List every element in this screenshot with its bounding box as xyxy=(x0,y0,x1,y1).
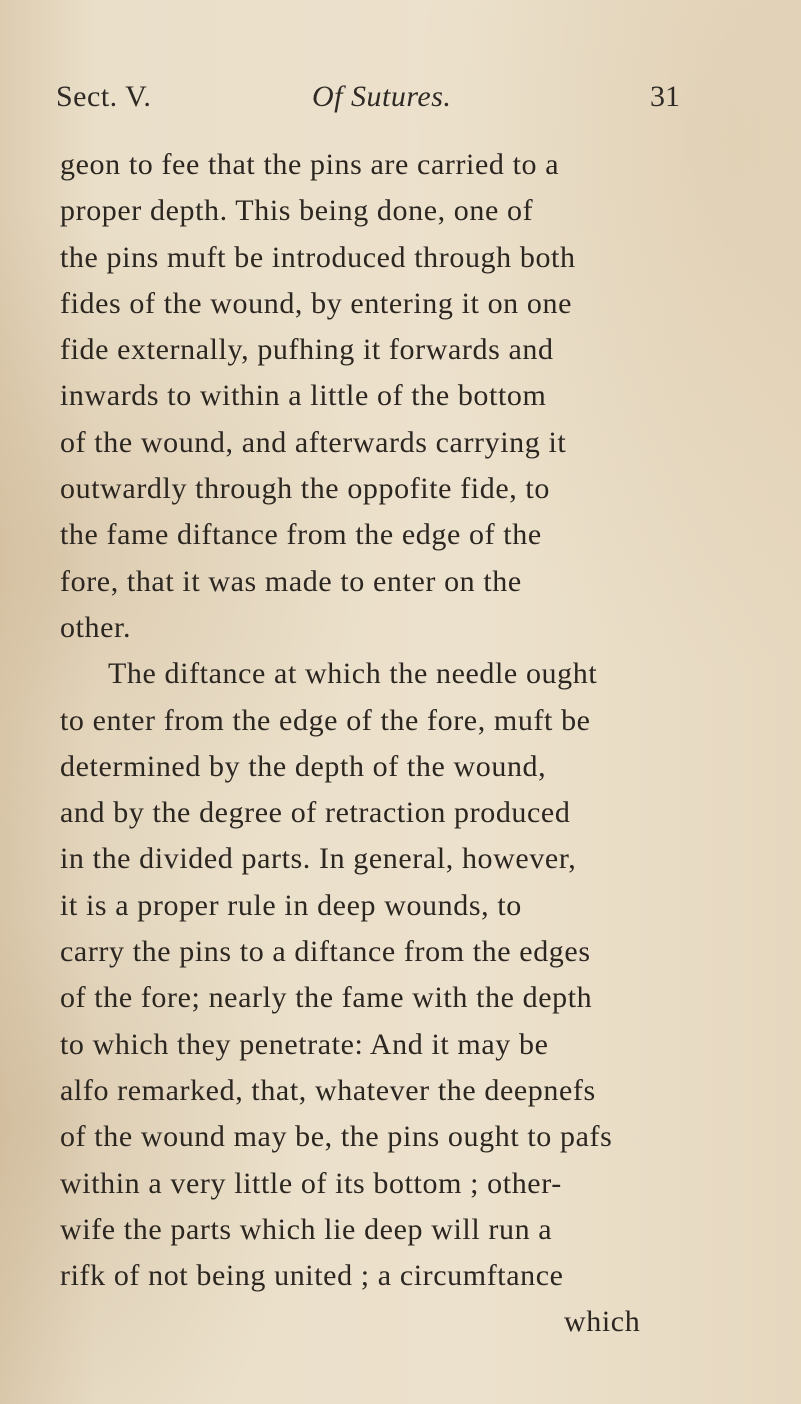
text-line: geon to fee that the pins are carried to a xyxy=(60,148,560,181)
text-line: alfo remarked, that, whatever the deepnefs xyxy=(60,1073,596,1107)
text-line: inwards to within a little of the bottom xyxy=(60,379,547,413)
text-line: wife the parts which lie deep will run a xyxy=(60,1212,553,1246)
paragraph-start-line: The diftance at which the needle ought xyxy=(108,657,598,691)
text-line: of the fore; nearly the fame with the depth xyxy=(60,981,593,1015)
text-line: determined by the depth of the wound, xyxy=(60,749,547,783)
text-line: fides of the wound, by entering it on one xyxy=(60,286,572,320)
catchword: which xyxy=(564,1305,641,1339)
text-line: the fame diftance from the edge of the xyxy=(60,518,542,552)
text-line: of the wound may be, the pins ought to pafs xyxy=(60,1120,613,1154)
running-title: Of Sutures. xyxy=(312,80,452,113)
text-line: fide externally, pufhing it forwards and xyxy=(60,333,554,367)
text-line: to enter from the edge of the fore, muft be xyxy=(60,703,591,737)
text-line: the pins muft be introduced through both xyxy=(60,240,576,274)
text-line: in the divided parts. In general, however, xyxy=(60,842,577,876)
text-line: outwardly through the oppofite fide, to xyxy=(60,472,550,506)
text-line: other. xyxy=(60,610,132,644)
text-line: of the wound, and afterwards carrying it xyxy=(60,425,567,459)
text-line: and by the degree of retraction produced xyxy=(60,796,571,830)
text-line: proper depth. This being done, one of xyxy=(60,194,534,228)
text-line: it is a proper rule in deep wounds, to xyxy=(60,888,522,922)
text-line: rifk of not being united ; a circumftance xyxy=(60,1259,564,1293)
page-number: 31 xyxy=(650,80,680,113)
text-line: carry the pins to a diftance from the edges xyxy=(60,935,591,969)
text-line: within a very little of its bottom ; other- xyxy=(60,1166,562,1200)
body-text xyxy=(60,142,780,1346)
text-line: fore, that it was made to enter on the xyxy=(60,564,522,598)
text-line: to which they penetrate: And it may be xyxy=(60,1027,549,1061)
section-label: Sect. V. xyxy=(56,80,152,113)
running-header xyxy=(56,80,696,130)
